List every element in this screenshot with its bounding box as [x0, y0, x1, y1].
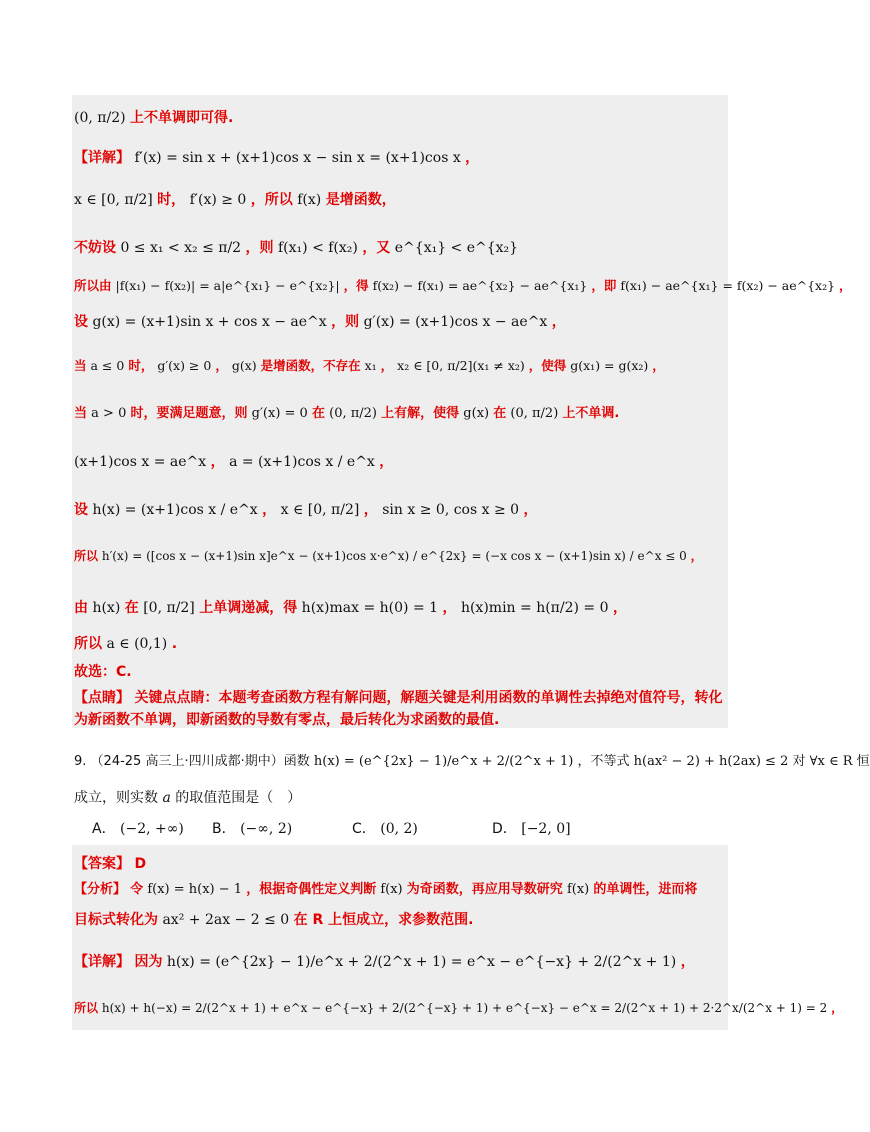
- math-expression: x₁: [364, 358, 377, 373]
- math-expression: g′(x) = 0: [251, 406, 308, 421]
- math-expression: [0, π/2]: [143, 600, 195, 616]
- math-expression: ax² + 2ax − 2 ≤ 0: [162, 912, 290, 928]
- option-c[interactable]: [352, 818, 418, 838]
- math-expression: sin x ≥ 0, cos x ≥ 0: [382, 502, 520, 518]
- math-expression: h(x) = (x+1)cos x / e^x: [92, 502, 258, 518]
- math-expression: a > 0: [91, 406, 127, 421]
- math-expression: h(x) = (e^{2x} − 1)/e^x + 2/(2^x + 1): [313, 754, 574, 769]
- math-expression: f(x) = h(x) − 1: [147, 882, 243, 897]
- solution-text: ，: [680, 954, 695, 970]
- math-expression: e^{x₁} < e^{x₂}: [394, 240, 519, 256]
- solution-line: [74, 190, 396, 210]
- math-expression: h(x): [92, 600, 121, 616]
- solution-text: 所以: [74, 1001, 99, 1015]
- solution-text: 上有解，使得: [381, 406, 460, 421]
- math-expression: a ≤ 0: [90, 358, 125, 373]
- solution-text: ，: [612, 600, 627, 616]
- question-text: 对: [792, 754, 806, 769]
- math-expression: (0, π/2): [510, 406, 559, 421]
- solution-text: 因为: [134, 954, 163, 970]
- solution-line: [74, 634, 177, 654]
- key-point-tag: 【点睛】: [74, 690, 130, 706]
- math-expression: f(x₂) − f(x₁) = ae^{x₂} − ae^{x₁}: [372, 278, 588, 293]
- option-value: (0, 2): [380, 821, 418, 837]
- analysis-tag: 【分析】: [74, 882, 127, 897]
- solution-line: [74, 688, 722, 708]
- option-b[interactable]: [212, 818, 292, 838]
- solution-text: 时，: [128, 358, 154, 373]
- solution-text: ，: [523, 502, 538, 518]
- option-a[interactable]: [92, 818, 184, 838]
- solution-text: ，则: [331, 314, 360, 330]
- solution-line: [74, 238, 518, 258]
- solution-text: ，所以: [250, 192, 293, 208]
- solution-text: 是增函数，不存在: [260, 358, 361, 373]
- answer-choice-text: 故选：C.: [74, 664, 132, 680]
- solution-text: ，: [363, 502, 378, 518]
- math-expression: g(x): [231, 358, 257, 373]
- solution-line: [74, 276, 852, 296]
- math-expression: g(x₁) = g(x₂): [570, 358, 649, 373]
- solution-text: 当: [74, 358, 87, 373]
- math-expression: h(x) = (e^{2x} − 1)/e^x + 2/(2^x + 1) = e^x − e^{−x} + 2/(2^x + 1): [166, 954, 677, 970]
- solution-text: ，: [442, 600, 457, 616]
- solution-line: [74, 404, 619, 424]
- solution-text: ，: [551, 314, 566, 330]
- math-expression: f′(x) ≥ 0: [189, 192, 247, 208]
- solution-text: 所以: [74, 636, 102, 652]
- math-expression: f(x): [297, 192, 322, 208]
- solution-text: ，使得: [528, 358, 567, 373]
- option-value: [−2, 0]: [521, 821, 571, 837]
- math-expression: g′(x) ≥ 0: [157, 358, 212, 373]
- math-expression: g(x) = (x+1)sin x + cos x − ae^x: [92, 314, 327, 330]
- math-expression: h(x)max = h(0) = 1: [301, 600, 439, 616]
- math-expression: a = (x+1)cos x / e^x: [229, 454, 375, 470]
- answer-value: D: [134, 856, 147, 872]
- solution-text: ，: [465, 150, 480, 166]
- solution-line: [74, 312, 566, 332]
- solution-text: 上不单调即可得.: [130, 110, 234, 126]
- detail-tag: 【详解】: [74, 954, 130, 970]
- solution-text: 在: [124, 600, 139, 616]
- question-text: ，不等式: [577, 754, 630, 769]
- answer-line: [74, 854, 146, 874]
- detail-tag: 【详解】: [74, 150, 130, 166]
- math-expression: h(x) + h(−x) = 2/(2^x + 1) + e^x − e^{−x} + 2/(2^{−x} + 1) + e^{−x} − e^x = 2/(2^x + 1) + 2·2^x/(2^x + 1) = 2: [101, 1001, 828, 1015]
- solution-line: [74, 452, 393, 472]
- solution-text: .: [171, 636, 178, 652]
- math-expression: x₂ ∈ [0, π/2](x₁ ≠ x₂): [397, 358, 525, 373]
- detail-line-2: [74, 998, 843, 1018]
- analysis-line-2: [74, 910, 473, 930]
- math-expression: g′(x) = (x+1)cos x − ae^x: [363, 314, 548, 330]
- math-variable: a: [162, 790, 171, 806]
- math-expression: (0, π/2): [74, 110, 126, 126]
- solution-text: ，: [262, 502, 277, 518]
- solution-text: 当: [74, 406, 88, 421]
- solution-text: ，得: [343, 278, 369, 293]
- solution-text: 上单调递减，得: [199, 600, 298, 616]
- option-label: B．: [212, 821, 236, 837]
- math-expression: (0, π/2): [329, 406, 377, 421]
- math-expression: f(x₁) < f(x₂): [278, 240, 358, 256]
- solution-text: 设: [74, 502, 88, 518]
- solution-line: [74, 108, 233, 128]
- solution-text: 在: [493, 406, 507, 421]
- solution-text: ，: [690, 549, 703, 563]
- solution-text: 上不单调.: [562, 406, 620, 421]
- math-expression: x ∈ [0, π/2]: [74, 192, 153, 208]
- math-expression: h′(x) = ([cos x − (x+1)sin x]e^x − (x+1)cos x·e^x) / e^{2x} = (−x cos x − (x+1)sin x) / e^x ≤ 0: [101, 549, 687, 563]
- solution-line: [74, 662, 132, 682]
- answer-tag: 【答案】: [74, 856, 130, 872]
- solution-text: ，: [210, 454, 225, 470]
- math-expression: |f(x₁) − f(x₂)| = a|e^{x₁} − e^{x₂}|: [115, 278, 340, 293]
- math-expression: 0 ≤ x₁ < x₂ ≤ π/2: [120, 240, 242, 256]
- solution-text: 在 R 上恒成立，求参数范围.: [293, 912, 474, 928]
- solution-line: [74, 148, 479, 168]
- math-expression: f(x₁) − ae^{x₁} = f(x₂) − ae^{x₂}: [620, 278, 836, 293]
- option-label: D．: [492, 821, 517, 837]
- option-label: C．: [352, 821, 376, 837]
- solution-text: ，: [379, 454, 394, 470]
- solution-text: 时，: [157, 192, 186, 208]
- math-expression: f(x): [566, 882, 590, 897]
- option-value: (−∞, 2): [240, 821, 293, 837]
- solution-text: ，: [652, 358, 665, 373]
- option-value: (−2, +∞): [120, 821, 184, 837]
- solution-text: ，: [831, 1001, 844, 1015]
- solution-text: 目标式转化为: [74, 912, 158, 928]
- option-label: A．: [92, 821, 116, 837]
- solution-text: 令: [130, 882, 144, 897]
- solution-text: ，又: [362, 240, 391, 256]
- solution-text: 不妨设: [74, 240, 116, 256]
- question-text: 成立，则实数: [74, 790, 158, 806]
- solution-text: 所以: [74, 549, 99, 563]
- solution-line: [74, 546, 703, 566]
- solution-text: ，则: [245, 240, 274, 256]
- math-expression: x ∈ [0, π/2]: [280, 502, 360, 518]
- solution-text: ，: [380, 358, 394, 373]
- question-9-stem: [74, 752, 870, 772]
- solution-line: [74, 598, 627, 618]
- solution-text: 的单调性，进而将: [593, 882, 698, 897]
- solution-text: ，根据奇偶性定义判断: [246, 882, 377, 897]
- math-expression: h(x)min = h(π/2) = 0: [460, 600, 609, 616]
- solution-line: [74, 500, 538, 520]
- solution-text: ，: [839, 278, 852, 293]
- solution-text: 设: [74, 314, 88, 330]
- math-expression: ∀x ∈ R: [809, 754, 853, 769]
- math-expression: f′(x) = sin x + (x+1)cos x − sin x = (x+1)cos x: [134, 150, 461, 166]
- solution-text: 为新函数不单调，即新函数的导数有零点，最后转化为求函数的最值.: [74, 712, 500, 728]
- solution-text: 是增函数，: [325, 192, 396, 208]
- solution-text: 关键点点睛：本题考查函数方程有解问题，解题关键是利用函数的单调性去掉绝对值符号，转化: [134, 690, 723, 706]
- detail-line: [74, 952, 695, 972]
- solution-line: [74, 710, 499, 730]
- solution-text: 时，要满足题意，则: [130, 406, 248, 421]
- solution-text: 由: [74, 600, 88, 616]
- solution-text: 所以由: [74, 278, 112, 293]
- math-expression: h(ax² − 2) + h(2ax) ≤ 2: [633, 754, 789, 769]
- question-number: 9.: [74, 754, 87, 769]
- solution-line: [74, 356, 665, 376]
- solution-text: ，即: [591, 278, 617, 293]
- solution-text: ，: [215, 358, 228, 373]
- math-expression: f(x): [380, 882, 403, 897]
- math-expression: a ∈ (0,1): [106, 636, 168, 652]
- solution-text: 为奇函数，再应用导数研究: [406, 882, 563, 897]
- question-text: 的取值范围是（ ）: [175, 790, 302, 806]
- analysis-line: [74, 880, 697, 900]
- question-9-stem-line2: [74, 788, 301, 808]
- option-d[interactable]: [492, 818, 571, 838]
- question-text: 恒: [856, 754, 870, 769]
- math-expression: (x+1)cos x = ae^x: [74, 454, 207, 470]
- question-source: （24-25 高三上·四川成都·期中）函数: [90, 754, 310, 769]
- solution-text: 在: [311, 406, 325, 421]
- math-expression: g(x): [463, 406, 490, 421]
